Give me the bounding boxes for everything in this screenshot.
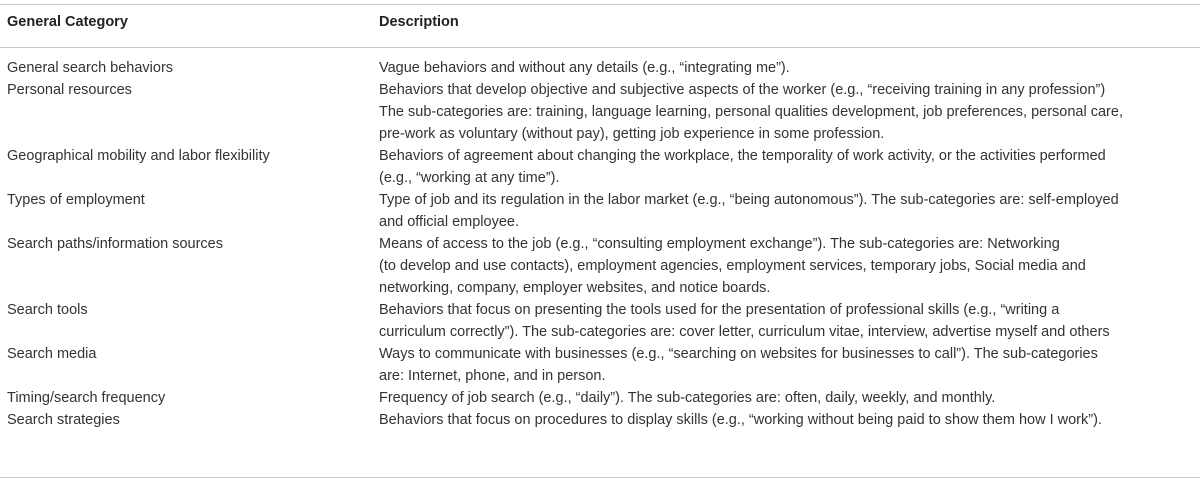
- row-category: Personal resources: [7, 82, 132, 98]
- table-row: [0, 79, 1200, 145]
- table-top-rule: [0, 4, 1200, 5]
- table-header-rule: [0, 47, 1200, 48]
- row-category: Search tools: [7, 302, 88, 318]
- table-row: [0, 387, 1200, 409]
- row-category: Geographical mobility and labor flexibility: [7, 148, 270, 164]
- row-description: Behaviors that focus on presenting the tools used for the presentation of professional skills (e.g., “writing a curriculum correctly”). The sub-categories are: cover letter, curriculum vitae, interview, advertise myself and others: [379, 302, 1110, 340]
- table-body: [0, 57, 1200, 431]
- row-description: Type of job and its regulation in the labor market (e.g., “being autonomous”). The sub-categories are: self-employed and official employee.: [379, 192, 1119, 230]
- row-description: Vague behaviors and without any details (e.g., “integrating me”).: [379, 60, 790, 76]
- header-description: Description: [379, 14, 459, 30]
- table-row: [0, 189, 1200, 233]
- row-description: Behaviors that focus on procedures to display skills (e.g., “working without being paid to show them how I work”).: [379, 412, 1102, 428]
- table-row: [0, 145, 1200, 189]
- row-category: Search strategies: [7, 412, 120, 428]
- row-description: Means of access to the job (e.g., “consulting employment exchange”). The sub-categories are: Networking (to develop and use contacts), employment agencies, employment services, temporary jobs, Social media and networking, company, employer websites, and notice boards.: [379, 236, 1086, 296]
- row-category: Search media: [7, 346, 97, 362]
- table-bottom-rule: [0, 477, 1200, 478]
- table-row: [0, 409, 1200, 431]
- row-category: General search behaviors: [7, 60, 174, 76]
- table-row: [0, 57, 1200, 79]
- row-category: Types of employment: [7, 192, 145, 208]
- row-category: Timing/search frequency: [7, 390, 166, 406]
- header-general-category: General Category: [7, 14, 128, 30]
- row-description: Behaviors of agreement about changing the workplace, the temporality of work activity, or the activities performed (e.g., “working at any time”).: [379, 148, 1106, 186]
- row-description: Frequency of job search (e.g., “daily”). The sub-categories are: often, daily, weekly, and monthly.: [379, 390, 996, 406]
- table-row: [0, 233, 1200, 299]
- table-row: [0, 343, 1200, 387]
- row-description: Behaviors that develop objective and subjective aspects of the worker (e.g., “receiving training in any profession”) The sub-categories are: training, language learning, personal qualities development, job preferences, personal care, pre-work as voluntary (without pay), getting job experience in some profession.: [379, 82, 1123, 142]
- row-category: Search paths/information sources: [7, 236, 223, 252]
- row-description: Ways to communicate with businesses (e.g., “searching on websites for businesses to call”). The sub-categories are: Internet, phone, and in person.: [379, 346, 1098, 384]
- table-row: [0, 299, 1200, 343]
